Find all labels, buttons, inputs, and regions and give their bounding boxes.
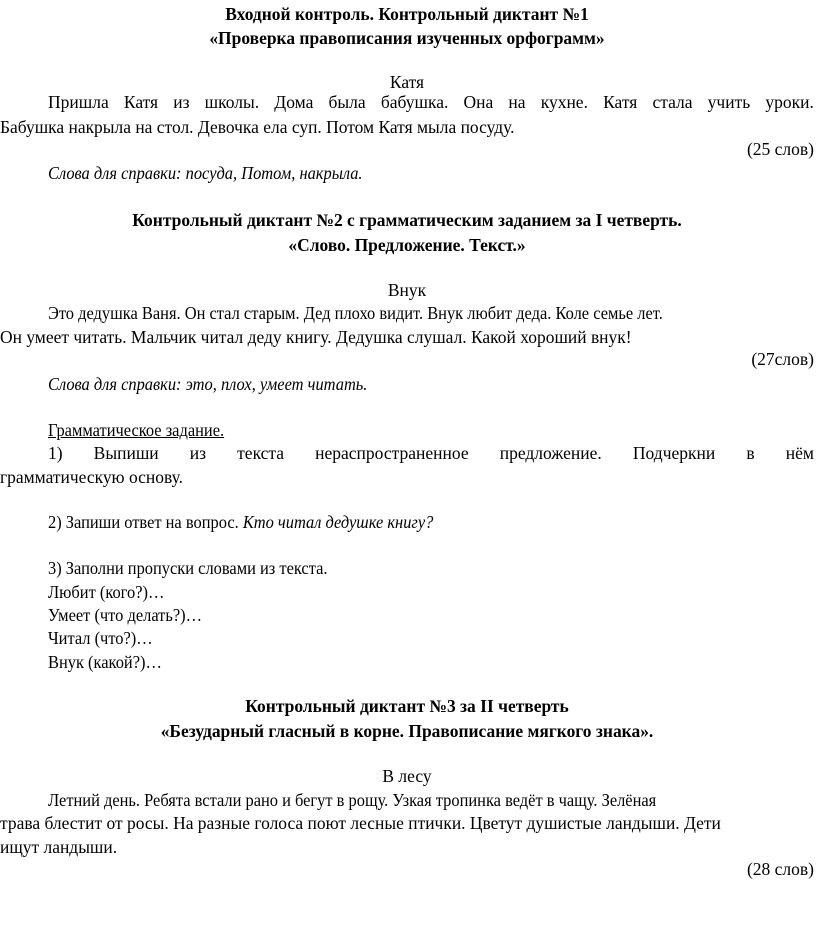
dictation2-subtitle: «Слово. Предложение. Текст.» [288, 235, 526, 255]
word: нём [785, 443, 814, 463]
dictation1-hint: Слова для справки: посуда, Потом, накрыла. [48, 163, 363, 183]
word: Дома [274, 92, 314, 112]
word: из [189, 443, 207, 463]
blank-item: Любит (кого?)… [48, 582, 165, 602]
dictation2-hint: Слова для справки: это, плох, умеет читать. [48, 374, 368, 394]
dictation3-word-count: (28 слов) [746, 859, 814, 879]
word: на [508, 92, 526, 112]
blank-item: Умеет (что делать?)… [48, 605, 203, 625]
word: школы. [204, 92, 260, 112]
task2-prefix: 2) Запиши ответ на вопрос. [48, 512, 243, 532]
task2-question: Кто читал дедушке книгу? [242, 512, 434, 532]
word: Она [463, 92, 494, 112]
dictation2-title: Контрольный диктант №2 с грамматическим заданием за I четверть. [132, 210, 682, 230]
task3: 3) Заполни пропуски словами из текста. [48, 558, 328, 578]
word: текста [237, 443, 285, 463]
dictation3-story-title: В лесу [382, 766, 432, 786]
word: Катя [123, 92, 159, 112]
task1-line2: грамматическую основу. [0, 467, 183, 487]
dictation3-text-line2: трава блестит от росы. На разные голоса поют лесные птички. Цветут душистые ландыши. Дети [0, 813, 721, 833]
dictation1-story-title: Катя [389, 72, 425, 92]
task1-line1 [48, 441, 814, 465]
word: бабушка. [380, 92, 449, 112]
word: Подчеркни [632, 443, 716, 463]
dictation1-title: Входной контроль. Контрольный диктант №1 [225, 4, 589, 24]
word: Катя [603, 92, 638, 112]
word: была [328, 92, 366, 112]
dictation3-text-line1: Летний день. Ребята встали рано и бегут в рощу. Узкая тропинка ведёт в чащу. Зелёная [48, 790, 657, 810]
dictation2-story-title: Внук [387, 280, 427, 300]
word: нераспространенное [315, 443, 469, 463]
dictation1-text-line2: Бабушка накрыла на стол. Девочка ела суп. Потом Катя мыла посуду. [0, 117, 515, 137]
dictation3-text-line3: ищут ландыши. [0, 837, 118, 857]
word: из [173, 92, 190, 112]
word: предложение. [499, 443, 602, 463]
blank-item: Читал (что?)… [48, 628, 153, 648]
word: кухне. [540, 92, 588, 112]
word: стала [652, 92, 693, 112]
dictation1-word-count: (25 слов) [746, 139, 814, 159]
word: Пришла [48, 92, 109, 112]
word: Выпиши [93, 443, 159, 463]
blank-item: Внук (какой?)… [48, 652, 162, 672]
dictation1-text-line1 [48, 90, 814, 114]
dictation3-title: Контрольный диктант №3 за II четверть [245, 696, 569, 716]
word: уроки. [765, 92, 814, 112]
dictation2-text-line1: Это дедушка Ваня. Он стал старым. Дед плохо видит. Внук любит деда. Коле семье лет. [48, 303, 663, 323]
dictation3-subtitle: «Безударный гласный в корне. Правописание мягкого знака». [160, 721, 654, 741]
task2 [48, 510, 814, 534]
word: учить [707, 92, 751, 112]
dictation1-subtitle: «Проверка правописания изученных орфограмм» [209, 28, 605, 48]
word: 1) [48, 443, 63, 463]
dictation2-text-line2: Он умеет читать. Мальчик читал деду книгу. Дедушка слушал. Какой хороший внук! [0, 327, 632, 347]
dictation2-word-count: (27слов) [751, 349, 814, 369]
grammar-task-heading: Грамматическое задание. [48, 420, 225, 440]
word: в [746, 443, 755, 463]
